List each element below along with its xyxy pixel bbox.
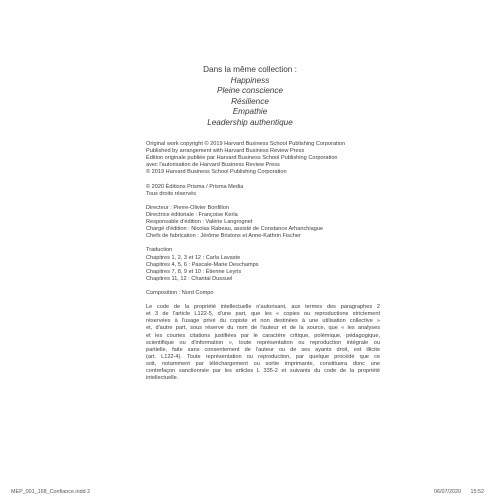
slug-filename: MEP_001_168_Confiance.indd 2 xyxy=(11,489,91,495)
translation-line: Chapitres 1, 2, 3 et 12 : Carla Lavaste xyxy=(146,254,241,261)
legal-line: scientifique ou d'information », toute représentation ou reproduction intégrale ou xyxy=(146,339,380,346)
collection-title-list xyxy=(0,76,500,129)
legal-line: intellectuelle. xyxy=(146,375,179,382)
legal-line: réservées à l'usage privé du copiste et non destinées à une utilisation collective » xyxy=(146,318,380,325)
legal-line: et, d'autre part, sous réserve du nom de l'auteur et de la source, que « les analyses xyxy=(146,325,380,332)
collection-section xyxy=(0,65,500,129)
slug-timestamp xyxy=(426,489,484,495)
copyright-block xyxy=(146,141,380,176)
staff-line: Chargé d'édition : Nicolas Rabeau, assisté de Constance Arhanchiague xyxy=(146,226,324,233)
legal-line: Le code de la propriété intellectuelle n'autorisant, aux termes des paragraphes 2 xyxy=(146,304,380,311)
staff-line: Chefs de fabrication : Jérôme Bristons et Anne-Kathrin Fischer xyxy=(146,233,301,240)
copyright-line: Published by arrangement with Harvard Business Review Press xyxy=(146,148,305,155)
legal-line: et 3 de l'article L122-5, d'une part, que les « copies ou reproductions strictement xyxy=(146,311,380,318)
collection-title: Happiness xyxy=(230,75,270,85)
translation-line: Chapitres 7, 8, 9 et 10 : Étienne Leyris xyxy=(146,268,242,275)
legal-line: soit, notamment par téléchargement ou sortie imprimante, constituera donc une xyxy=(146,360,380,367)
copyright-line: avec l'autorisation de Harvard Business Review Press xyxy=(146,162,280,169)
translation-line: Chapitres 4, 5, 6 : Pascale-Marie Deschamps xyxy=(146,261,259,268)
composition-block xyxy=(146,290,380,297)
translation-block xyxy=(146,247,380,282)
edition-line: Tous droits réservés xyxy=(146,190,197,197)
slug-date: 06/07/2020 xyxy=(434,489,461,495)
edition-block xyxy=(146,184,380,198)
collection-title: Empathie xyxy=(232,107,268,117)
collection-title: Leadership authentique xyxy=(207,117,293,127)
credits-section xyxy=(146,141,380,389)
edition-line: © 2020 Éditions Prisma / Prisma Media xyxy=(146,183,244,190)
staff-line: Responsable d'édition : Valérie Langrognet xyxy=(146,219,253,226)
legal-line: partielle, faite sans consentement de l'auteur ou de ses ayants droit, est illicite xyxy=(146,346,380,353)
staff-line: Directeur : Pierre-Olivier Bonfillon xyxy=(146,204,229,211)
collection-title: Pleine conscience xyxy=(217,86,283,96)
composition-line: Composition : Nord Compo xyxy=(146,289,214,296)
copyright-line: Original work copyright © 2019 Harvard Business School Publishing Corporation xyxy=(146,141,346,147)
translation-heading: Traduction xyxy=(146,247,173,254)
collection-heading: Dans la même collection : xyxy=(203,65,297,74)
copyright-line: © 2019 Harvard Business School Publishing Corporation xyxy=(146,169,287,176)
legal-line: contrefaçon sanctionnée par les articles L 335-2 et suivants du code de la propriété xyxy=(146,368,380,374)
slug-time: 15:52 xyxy=(470,489,484,495)
legal-line: et les courtes citations justifiées par le caractère critique, polémique, pédagogique, xyxy=(146,332,380,339)
staff-block xyxy=(146,205,380,240)
legal-line: (art. L122-4). Toute représentation ou reproduction, par quelque procédé que ce xyxy=(146,353,380,360)
collection-title: Résilience xyxy=(231,96,269,106)
translation-line: Chapitres 11, 12 : Chantal Dussuel xyxy=(146,275,233,282)
staff-line: Directrice éditoriale : Françoise Kerla xyxy=(146,211,238,218)
print-slug xyxy=(0,487,500,499)
legal-notice xyxy=(146,304,380,382)
copyright-line: Édition originale publiée par Harvard Business School Publishing Corporation xyxy=(146,155,338,162)
